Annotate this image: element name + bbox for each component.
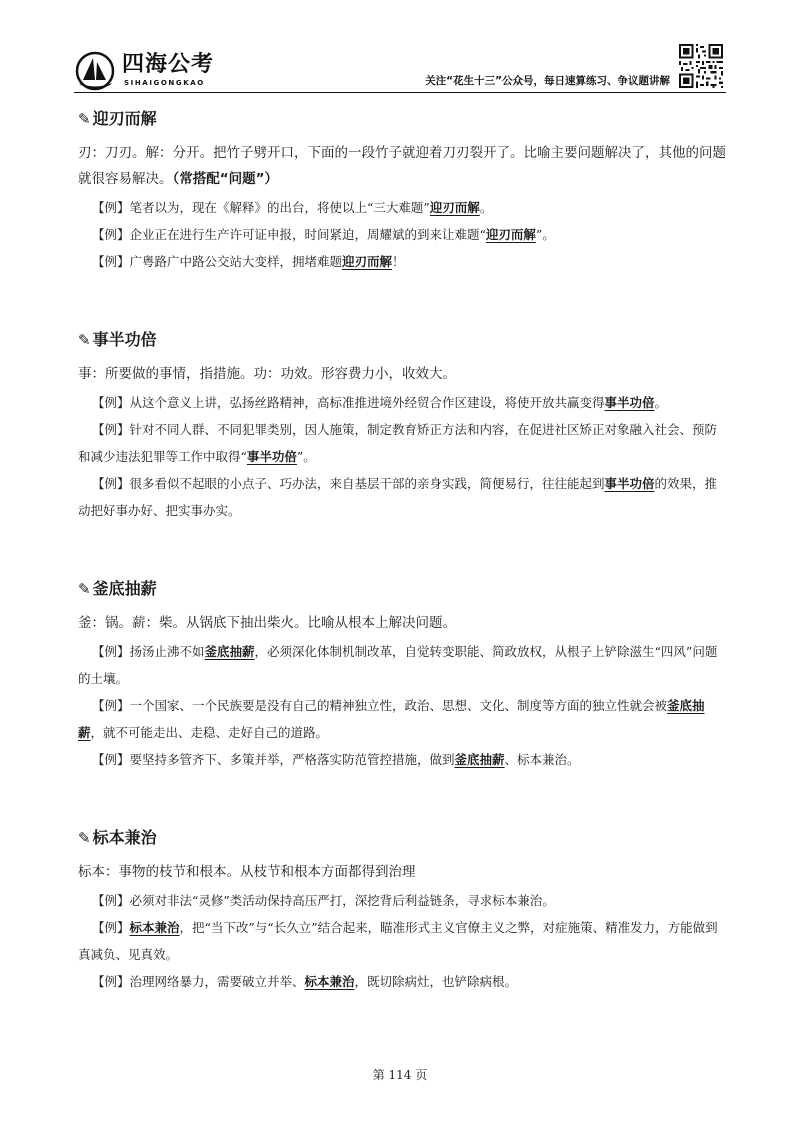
example-sentence: 【例】笔者以为，现在《解释》的出台，将使以上“三大难题”迎刃而解。	[92, 200, 493, 215]
pencil-icon: ✎	[78, 110, 91, 128]
idiom-definition: 标本：事物的枝节和根本。从枝节和根本方面都得到治理	[78, 864, 416, 880]
example-sentence: 【例】要坚持多管齐下、多策并举，严格落实防范管控措施，做到釜底抽薪、标本兼治。	[92, 752, 580, 767]
idiom-highlight: 事半功倍	[246, 449, 297, 464]
section-title	[78, 327, 728, 353]
section-title	[78, 106, 728, 132]
brand-subtitle: SIHAIGONGKAO	[124, 79, 205, 87]
example-sentence: 【例】必须对非法“灵修”类活动保持高压严打，深挖背后利益链条，寻求标本兼治。	[92, 893, 555, 908]
idiom-definition: 釜：锅。薪：柴。从锅底下抽出柴火。比喻从根本上解决问题。	[78, 615, 456, 631]
page-header	[0, 0, 800, 100]
usage-note: （常搭配“问题”）	[172, 171, 278, 187]
section-title	[78, 576, 728, 602]
idiom-highlight: 标本兼治	[129, 920, 180, 935]
page-content	[78, 106, 728, 995]
header-slogan: 关注“花生十三”公众号，每日速算练习、争议题讲解	[425, 75, 670, 87]
idiom-highlight: 釜底抽薪	[454, 752, 505, 767]
sailboat-logo-icon	[74, 50, 118, 92]
example-sentence: 【例】广粤路广中路公交站大变样，拥堵难题迎刃而解！	[92, 254, 405, 269]
idiom-definition: 事：所要做的事情，指措施。功：功效。形容费力小，收效大。	[78, 366, 456, 382]
example-sentence: 【例】扬汤止沸不如釜底抽薪，必须深化体制机制改革，自觉转变职能、简政放权，从根子上铲除滋生“四风”问题的土壤。	[78, 644, 718, 686]
example-sentence: 【例】企业正在进行生产许可证申报，时间紧迫，周耀斌的到来让难题“迎刃而解”。	[92, 227, 555, 242]
brand-logo	[74, 50, 284, 92]
idiom-definition: 刃：刀刃。解：分开。把竹子劈开口，下面的一段竹子就迎着刀刃裂开了。比喻主要问题解决了，其他的问题就很容易解决。（常搭配“问题”）	[78, 145, 726, 187]
idiom-highlight: 事半功倍	[604, 476, 655, 491]
idiom-highlight: 迎刃而解	[485, 227, 536, 242]
idiom-title: 迎刃而解	[92, 109, 157, 128]
example-sentence: 【例】很多看似不起眼的小点子、巧办法，来自基层干部的亲身实践，简便易行，往往能起到事半功倍的效果，推动把好事办好、把实事办实。	[78, 476, 718, 518]
header-rule	[74, 92, 726, 93]
pencil-icon: ✎	[78, 580, 91, 598]
example-sentence: 【例】针对不同人群、不同犯罪类别，因人施策，制定教育矫正方法和内容，在促进社区矫正对象融入社会、预防和减少违法犯罪等工作中取得“事半功倍”。	[78, 422, 718, 464]
section-title	[78, 825, 728, 851]
idiom-title: 事半功倍	[92, 330, 157, 349]
idiom-title: 标本兼治	[92, 828, 157, 847]
example-sentence: 【例】标本兼治，把“当下改”与“长久立”结合起来，瞄准形式主义官僚主义之弊，对症施策、精准发力，方能做到真减负、见真效。	[78, 920, 718, 962]
example-sentence: 【例】一个国家、一个民族要是没有自己的精神独立性，政治、思想、文化、制度等方面的独立性就会被釜底抽薪，就不可能走出、走稳、走好自己的道路。	[78, 698, 705, 740]
pencil-icon: ✎	[78, 331, 91, 349]
idiom-highlight: 釜底抽薪	[78, 698, 705, 740]
idiom-highlight: 釜底抽薪	[204, 644, 255, 659]
example-sentence: 【例】治理网络暴力，需要破立并举、标本兼治，既切除病灶，也铲除病根。	[92, 974, 518, 989]
page-number: 第 114 页	[372, 1068, 428, 1082]
idiom-title: 釜底抽薪	[92, 579, 157, 598]
idiom-highlight: 迎刃而解	[429, 200, 480, 215]
pencil-icon: ✎	[78, 829, 91, 847]
idiom-highlight: 迎刃而解	[342, 254, 393, 269]
example-sentence: 【例】从这个意义上讲，弘扬丝路精神，高标准推进境外经贸合作区建设，将使开放共赢变得事半功倍。	[92, 395, 668, 410]
idiom-highlight: 标本兼治	[304, 974, 355, 989]
brand-name: 四海公考	[122, 52, 215, 77]
qr-code-icon	[679, 44, 723, 88]
idiom-highlight: 事半功倍	[604, 395, 655, 410]
